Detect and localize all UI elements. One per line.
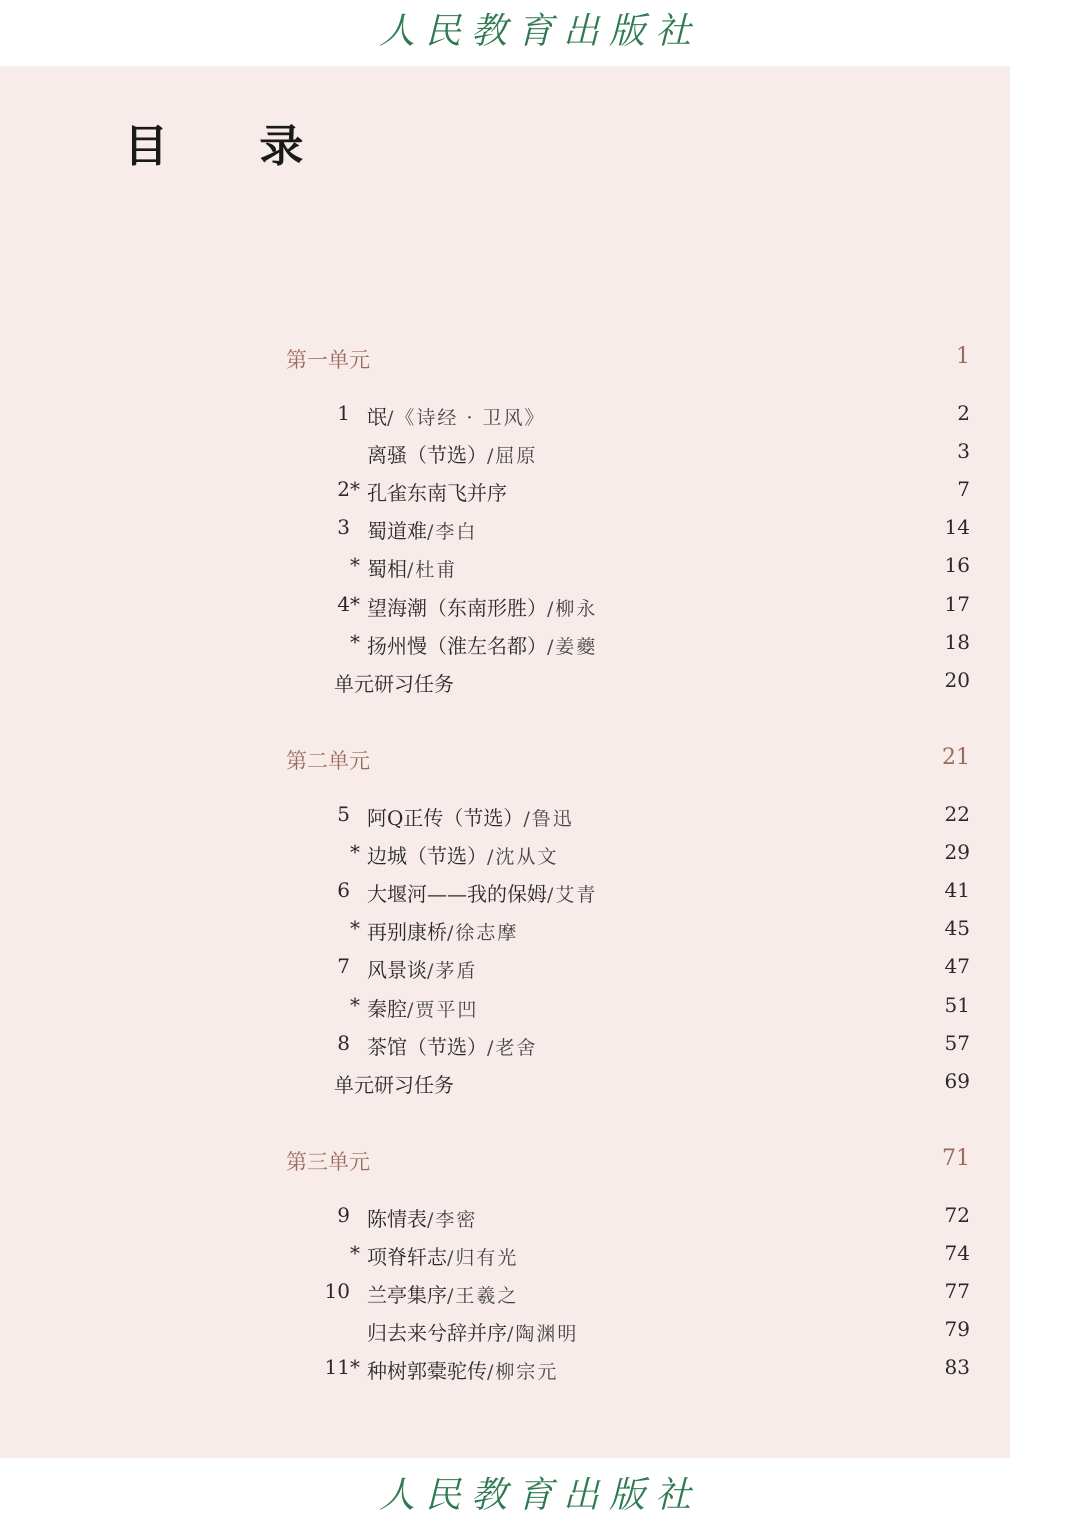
entry-page-number: 79 <box>944 1317 970 1342</box>
entry-title-text: 孔雀东南飞并序 <box>367 481 507 506</box>
toc-entry <box>0 908 1010 946</box>
entry-title <box>367 1279 518 1308</box>
optional-star: * <box>350 916 360 941</box>
entry-title <box>367 515 477 544</box>
entry-author: /李密 <box>427 1209 478 1231</box>
entry-author: /姜夔 <box>547 635 598 658</box>
entry-title-text: 再别康桥 <box>367 920 447 945</box>
entry-page-number: 29 <box>944 840 970 865</box>
publisher-logo-bottom: 人民教育出版社 <box>378 1475 701 1516</box>
entry-author: /茅盾 <box>427 960 478 983</box>
entry-page-number: 51 <box>944 992 970 1017</box>
unit-task-entry <box>0 660 1010 698</box>
entry-title-text: 大堰河——我的保姆 <box>367 882 547 907</box>
toc-entry <box>0 431 1010 469</box>
toc-page <box>0 66 1010 1458</box>
entry-title-text: 阿Q正传（节选） <box>367 806 524 830</box>
toc-entry <box>0 1023 1010 1061</box>
toc-entry <box>0 985 1010 1023</box>
entry-title-text: 秦腔 <box>367 996 407 1021</box>
entry-page-number: 18 <box>944 629 970 654</box>
entry-page-number: 14 <box>944 515 970 540</box>
entry-title <box>367 1241 518 1270</box>
optional-star: * <box>350 840 360 865</box>
entry-page-number: 22 <box>944 802 970 826</box>
entry-title-text: 边城（节选） <box>367 844 487 869</box>
entry-page-number: 83 <box>944 1355 970 1380</box>
lesson-number: 7 <box>337 954 350 979</box>
optional-star: * <box>350 477 360 502</box>
lesson-number: 6 <box>337 878 350 903</box>
entry-title <box>367 1317 578 1346</box>
unit-label: 第一单元 <box>286 348 370 372</box>
optional-star: * <box>350 1241 360 1266</box>
lesson-number: 9 <box>337 1203 350 1227</box>
unit-heading <box>0 1138 1010 1176</box>
entry-title-text: 归去来兮辞并序 <box>367 1321 507 1346</box>
lesson-number: 8 <box>337 1030 350 1055</box>
entry-title-text: 陈情表 <box>367 1207 427 1231</box>
entry-page-number: 41 <box>944 878 970 903</box>
unit-task-entry <box>0 1061 1010 1099</box>
task-title: 单元研习任务 <box>334 671 454 696</box>
toc-entry <box>0 545 1010 583</box>
toc-entry <box>0 1195 1010 1233</box>
entry-author: /沈从文 <box>487 846 559 869</box>
toc-entry <box>0 832 1010 870</box>
toc-entry <box>0 393 1010 431</box>
optional-star: * <box>350 992 360 1017</box>
entry-title <box>367 1031 537 1060</box>
entry-page-number: 72 <box>944 1203 970 1227</box>
task-page-number: 20 <box>944 667 970 692</box>
entry-author: /贾平凹 <box>407 998 479 1021</box>
entry-title-text: 扬州慢（淮左名都） <box>367 633 547 658</box>
entry-author: /屈原 <box>487 445 538 468</box>
toc-entry <box>0 870 1010 908</box>
entry-title-text: 氓 <box>367 405 387 429</box>
task-title: 单元研习任务 <box>334 1072 454 1097</box>
lesson-number: 2 <box>337 477 350 502</box>
entry-title <box>367 630 597 659</box>
entry-page-number: 3 <box>957 439 970 464</box>
entry-title-text: 茶馆（节选） <box>367 1034 487 1059</box>
entry-author: /李白 <box>427 521 478 544</box>
entry-title <box>367 802 574 831</box>
entry-title <box>367 954 477 983</box>
lesson-number: 4 <box>337 591 350 616</box>
entry-page-number: 17 <box>944 591 970 616</box>
entry-author: /老舍 <box>487 1036 538 1059</box>
entry-page-number: 77 <box>944 1279 970 1304</box>
entry-author: /杜甫 <box>407 559 458 582</box>
entry-title <box>367 916 518 945</box>
toc-entry <box>0 794 1010 832</box>
toc-entry <box>0 946 1010 984</box>
unit-heading <box>0 336 1010 374</box>
optional-star: * <box>350 591 360 616</box>
unit-label: 第三单元 <box>286 1150 370 1174</box>
task-page-number: 69 <box>944 1068 970 1093</box>
entry-title-text: 蜀道难 <box>367 519 427 544</box>
entry-page-number: 47 <box>944 954 970 979</box>
entry-title-text: 种树郭橐驼传 <box>367 1359 487 1384</box>
entry-author: /艾青 <box>547 884 598 907</box>
toc-entry <box>0 622 1010 660</box>
entry-author: /徐志摩 <box>447 922 519 945</box>
lesson-number: 11 <box>324 1355 350 1380</box>
entry-author: /鲁迅 <box>523 808 574 830</box>
lesson-number: 5 <box>337 802 350 826</box>
entry-title <box>367 1203 477 1232</box>
entry-title <box>367 477 507 506</box>
entry-title <box>367 592 597 621</box>
entry-title <box>367 1355 558 1384</box>
unit-page-number: 71 <box>942 1146 970 1171</box>
optional-star: * <box>350 629 360 654</box>
lesson-number: 10 <box>324 1279 350 1304</box>
toc-entry <box>0 1271 1010 1309</box>
entry-title <box>367 439 537 468</box>
entry-title <box>367 993 478 1022</box>
lesson-number: 3 <box>337 515 350 540</box>
entry-title-text: 风景谈 <box>367 958 427 983</box>
entry-title-text: 兰亭集序 <box>367 1283 447 1308</box>
entry-title <box>367 553 457 582</box>
entry-title <box>367 401 546 430</box>
entry-title <box>367 878 597 907</box>
toc-entry <box>0 584 1010 622</box>
entry-author: /王羲之 <box>447 1285 519 1308</box>
entry-author: /陶渊明 <box>507 1323 579 1346</box>
entry-page-number: 45 <box>944 916 970 941</box>
optional-star: * <box>350 1355 360 1380</box>
toc-entry <box>0 507 1010 545</box>
toc-entry <box>0 469 1010 507</box>
unit-page-number: 21 <box>942 745 970 770</box>
entry-author: /柳永 <box>547 597 598 620</box>
entry-page-number: 7 <box>957 477 970 502</box>
entry-page-number: 2 <box>957 401 970 425</box>
lesson-number: 1 <box>337 401 350 425</box>
entry-title-text: 望海潮（东南形胜） <box>367 595 547 620</box>
entry-page-number: 57 <box>944 1030 970 1055</box>
unit-heading <box>0 737 1010 775</box>
toc-entry <box>0 1347 1010 1385</box>
entry-page-number: 16 <box>944 553 970 578</box>
toc-entry <box>0 1309 1010 1347</box>
entry-author: /归有光 <box>447 1247 519 1270</box>
page-title: 目 录 <box>124 121 342 172</box>
entry-author: /柳宗元 <box>487 1361 559 1384</box>
entry-title-text: 项脊轩志 <box>367 1245 447 1270</box>
optional-star: * <box>350 553 360 578</box>
toc-entry <box>0 1233 1010 1271</box>
entry-title-text: 离骚（节选） <box>367 443 487 468</box>
entry-title <box>367 840 558 869</box>
unit-label: 第二单元 <box>286 749 370 773</box>
unit-page-number: 1 <box>956 344 970 369</box>
entry-title-text: 蜀相 <box>367 557 407 582</box>
publisher-logo-top: 人民教育出版社 <box>378 11 701 52</box>
entry-page-number: 74 <box>944 1241 970 1266</box>
entry-author: /《诗经 · 卫风》 <box>387 407 546 429</box>
